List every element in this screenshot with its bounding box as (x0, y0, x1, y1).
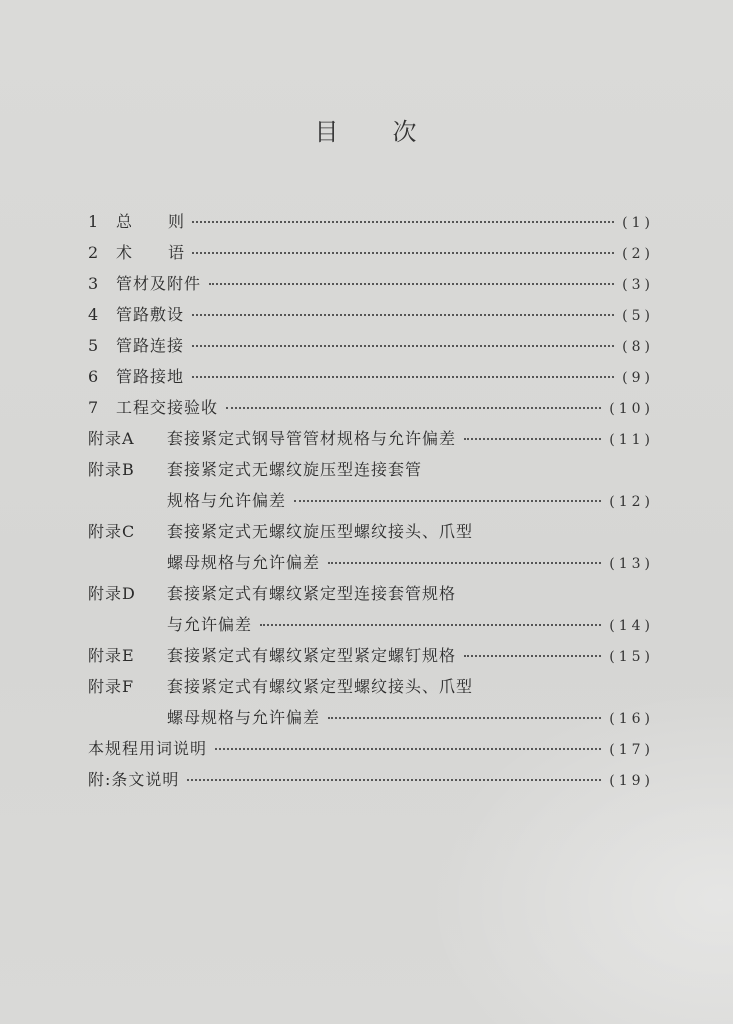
toc-title: 总 则 (116, 212, 185, 231)
page-title-char: 次 (392, 118, 419, 146)
toc-page-number: (8) (622, 339, 654, 355)
toc-number: 3 (88, 274, 99, 293)
page-title-char: 目 (314, 118, 341, 146)
table-of-contents (88, 206, 654, 795)
toc-title-continued: 螺母规格与允许偏差 (167, 553, 321, 572)
toc-title: 管路敷设 (116, 305, 185, 324)
appendix-label: 附录C (88, 522, 136, 541)
toc-appendix-continuation[interactable] (88, 702, 654, 733)
toc-title: 本规程用词说明 (88, 739, 208, 758)
toc-title: 套接紧定式无螺纹旋压型螺纹接头、爪型 (167, 522, 474, 541)
toc-appendix-continuation[interactable] (88, 609, 654, 640)
toc-number: 1 (88, 212, 99, 231)
toc-title: 术 语 (116, 243, 185, 262)
dot-leader (192, 220, 614, 223)
toc-page-number: (13) (609, 556, 654, 572)
dot-leader (215, 747, 601, 750)
toc-appendix-continuation[interactable] (88, 485, 654, 516)
toc-entry[interactable] (88, 733, 654, 764)
toc-appendix-entry[interactable] (88, 578, 654, 609)
toc-number: 7 (88, 398, 99, 417)
dot-leader (260, 623, 601, 626)
appendix-label: 附录D (88, 584, 136, 603)
appendix-label: 附录E (88, 646, 135, 665)
dot-leader (192, 344, 614, 347)
toc-title: 管材及附件 (116, 274, 202, 293)
toc-number: 2 (88, 243, 99, 262)
dot-leader (187, 778, 601, 781)
appendix-label: 附录F (88, 677, 135, 696)
toc-page-number: (16) (609, 711, 654, 727)
toc-appendix-entry[interactable] (88, 671, 654, 702)
toc-page-number: (1) (622, 215, 654, 231)
toc-appendix-entry[interactable] (88, 454, 654, 485)
toc-number: 5 (88, 336, 99, 355)
toc-title: 附:条文说明 (88, 770, 180, 789)
dot-leader (226, 406, 601, 409)
appendix-label: 附录A (88, 429, 135, 448)
toc-entry[interactable] (88, 764, 654, 795)
dot-leader (192, 313, 614, 316)
toc-title: 套接紧定式无螺纹旋压型连接套管 (167, 460, 423, 479)
toc-title: 套接紧定式有螺纹紧定型连接套管规格 (167, 584, 457, 603)
toc-appendix-entry[interactable] (88, 423, 654, 454)
dot-leader (294, 499, 601, 502)
dot-leader (192, 251, 614, 254)
toc-title-continued: 螺母规格与允许偏差 (167, 708, 321, 727)
page-title (0, 112, 733, 147)
toc-entry[interactable] (88, 237, 654, 268)
dot-leader (464, 437, 601, 440)
toc-page-number: (14) (609, 618, 654, 634)
toc-entry[interactable] (88, 268, 654, 299)
toc-page-number: (2) (622, 246, 654, 262)
toc-page-number: (11) (609, 432, 654, 448)
toc-page-number: (12) (609, 494, 654, 510)
toc-page-number: (17) (609, 742, 654, 758)
dot-leader (328, 716, 601, 719)
toc-title: 套接紧定式钢导管管材规格与允许偏差 (167, 429, 457, 448)
toc-title: 管路接地 (116, 367, 185, 386)
toc-page-number: (5) (622, 308, 654, 324)
dot-leader (209, 282, 614, 285)
toc-entry[interactable] (88, 361, 654, 392)
toc-title-continued: 规格与允许偏差 (167, 491, 287, 510)
toc-page-number: (3) (622, 277, 654, 293)
toc-title: 套接紧定式有螺纹紧定型紧定螺钉规格 (167, 646, 457, 665)
toc-entry[interactable] (88, 299, 654, 330)
appendix-label: 附录B (88, 460, 135, 479)
toc-page-number: (9) (622, 370, 654, 386)
dot-leader (464, 654, 601, 657)
toc-appendix-entry[interactable] (88, 516, 654, 547)
toc-entry[interactable] (88, 392, 654, 423)
toc-appendix-entry[interactable] (88, 640, 654, 671)
toc-entry[interactable] (88, 206, 654, 237)
toc-title: 套接紧定式有螺纹紧定型螺纹接头、爪型 (167, 677, 474, 696)
toc-number: 4 (88, 305, 99, 324)
toc-title: 工程交接验收 (116, 398, 219, 417)
toc-entry[interactable] (88, 330, 654, 361)
toc-page-number: (15) (609, 649, 654, 665)
dot-leader (192, 375, 614, 378)
toc-title: 管路连接 (116, 336, 185, 355)
toc-number: 6 (88, 367, 99, 386)
toc-page-number: (19) (609, 773, 654, 789)
toc-page-number: (10) (609, 401, 654, 417)
toc-appendix-continuation[interactable] (88, 547, 654, 578)
dot-leader (328, 561, 601, 564)
toc-title-continued: 与允许偏差 (167, 615, 253, 634)
